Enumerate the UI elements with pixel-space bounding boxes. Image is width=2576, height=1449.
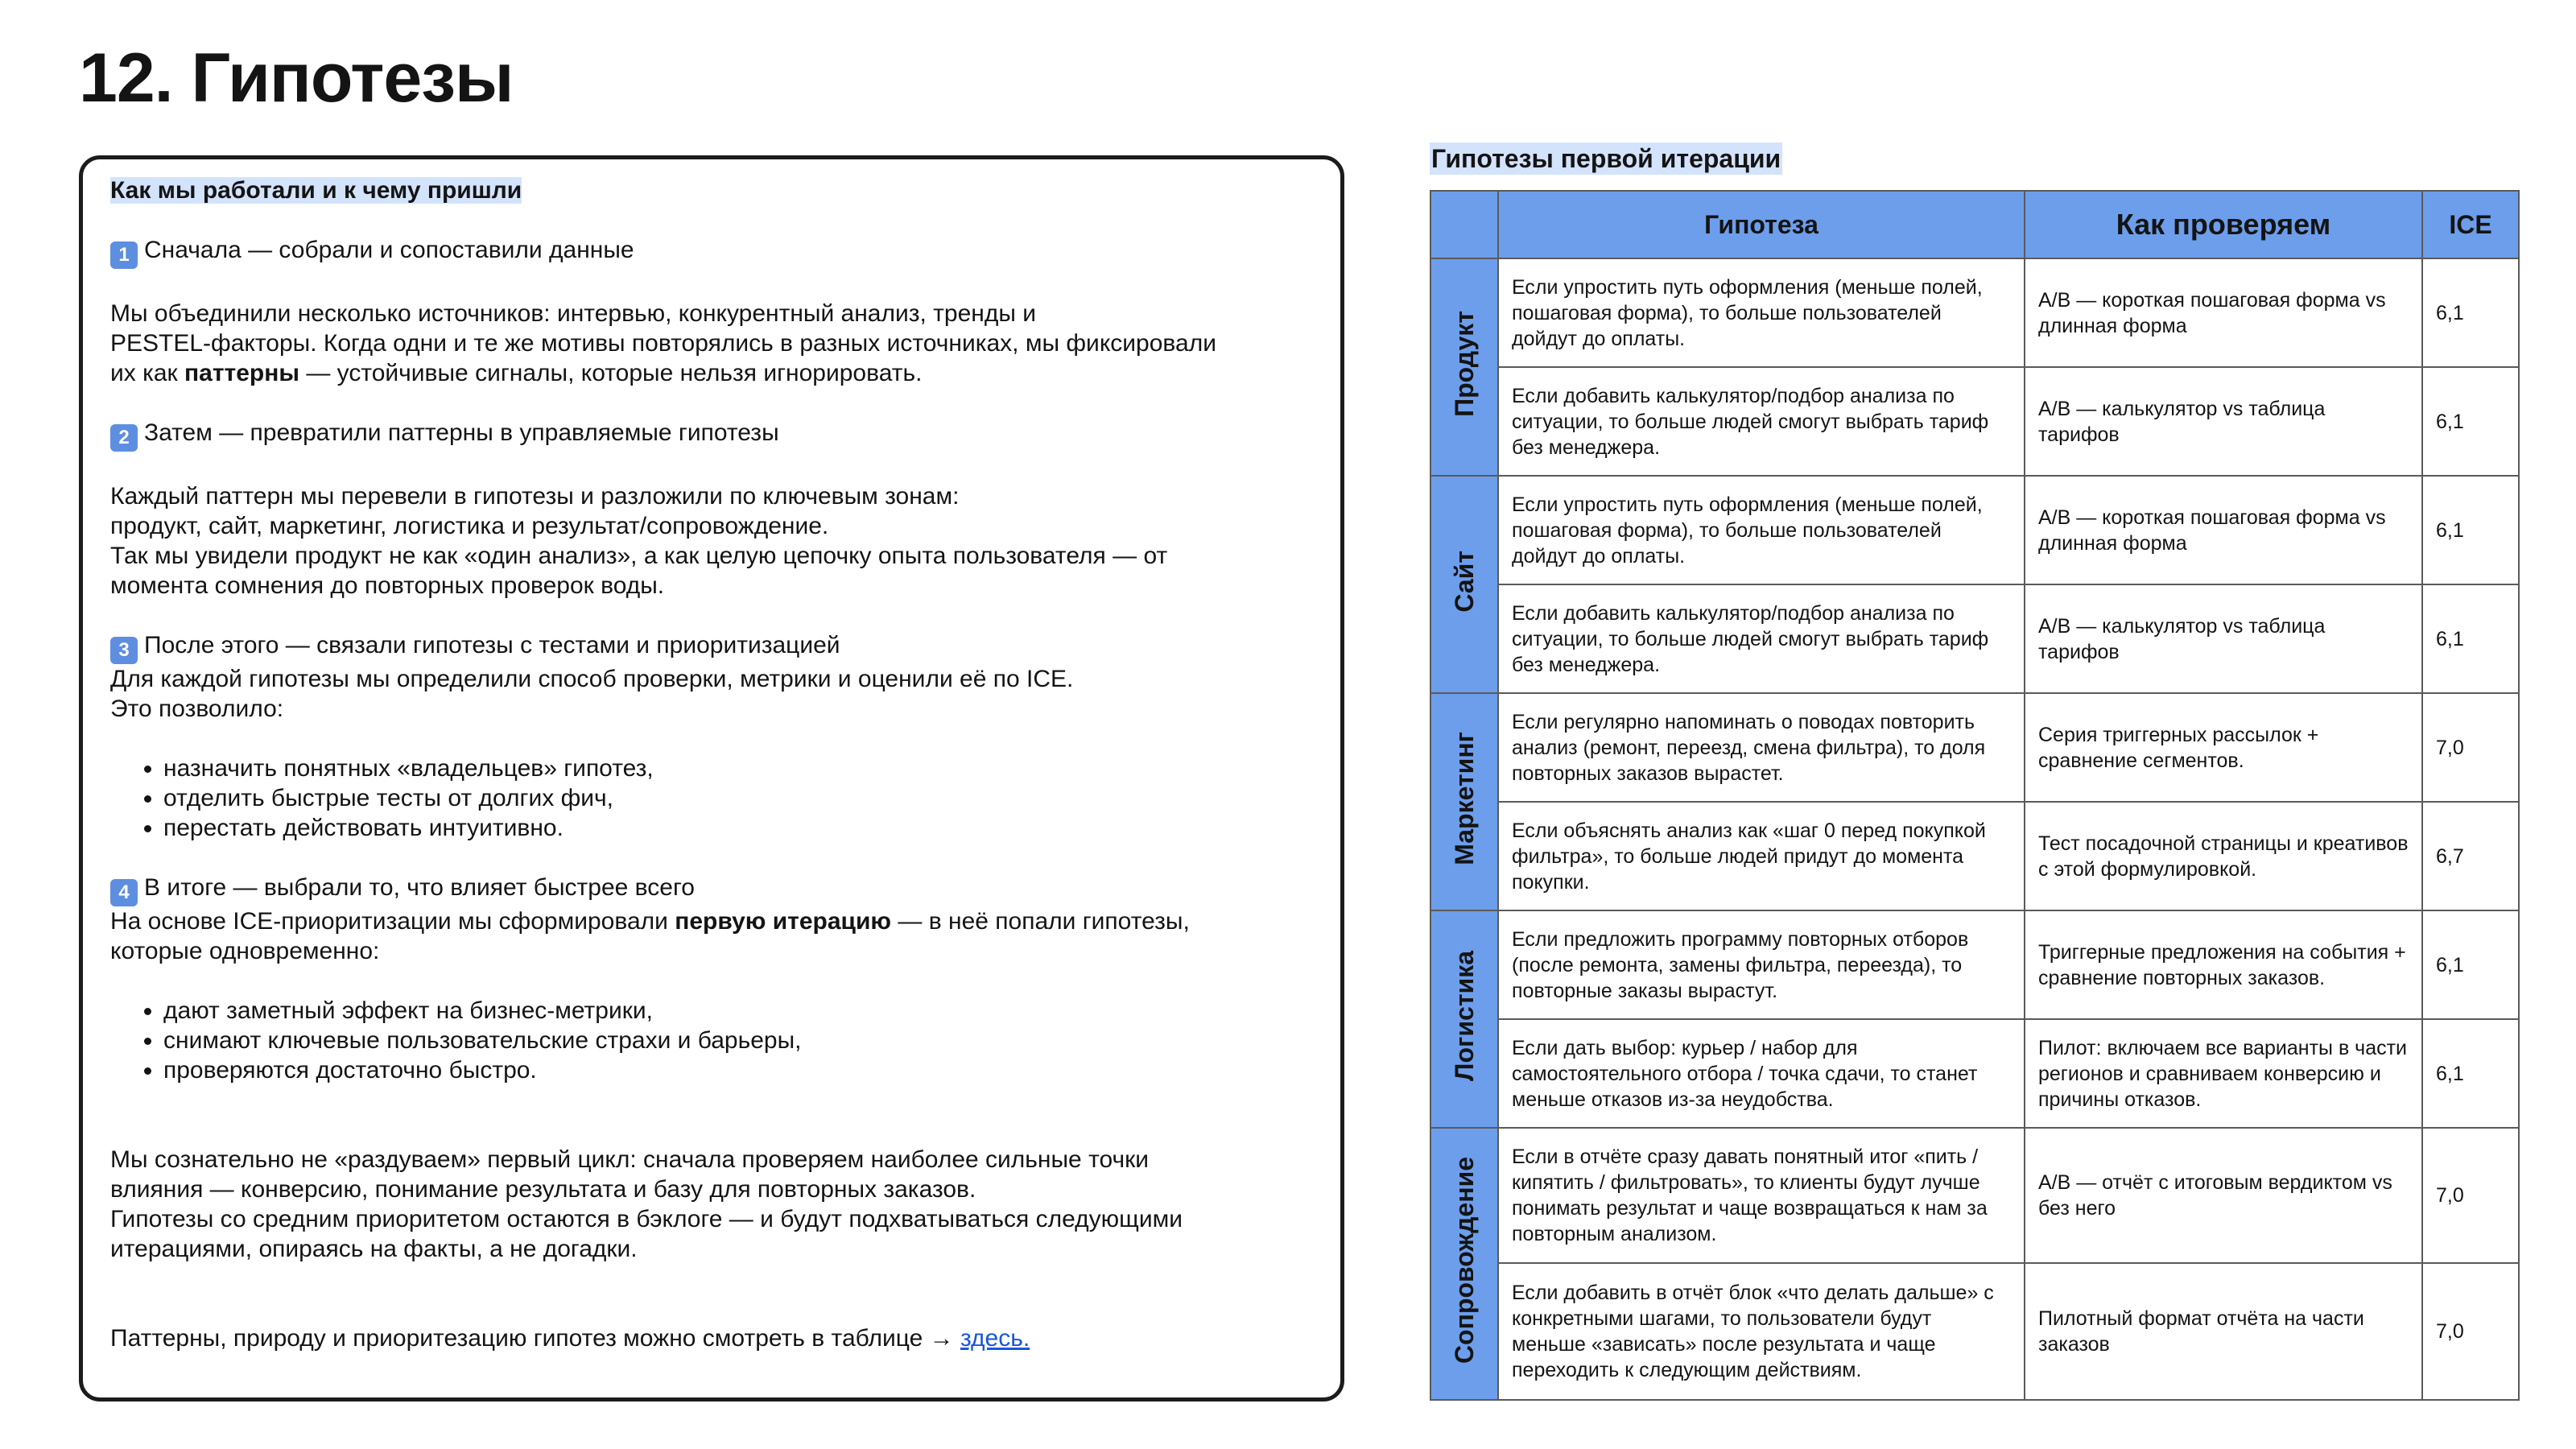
step-3-title: После этого — связали гипотезы с тестами и приоритизацией [144,632,840,658]
footer-text: Паттерны, природу и приоритезацию гипотез можно смотреть в таблице → [110,1325,960,1352]
benefits-list [110,753,1313,843]
hypotheses-table [1430,190,2520,1401]
step-3 [110,630,1313,664]
paragraph-1-bold-term: паттерны [184,360,299,386]
list-item: • снимают ключевые пользовательские страхи и барьеры, [163,1026,1313,1055]
table-row [1430,584,2519,693]
paragraph-5-line: Мы сознательно не «раздуваем» первый цикл: сначала проверяем наиболее сильные точки [110,1146,1150,1173]
ice-cell: 6,1 [2422,584,2519,693]
ice-cell: 6,1 [2422,258,2519,367]
paragraph-3-line: Для каждой гипотезы мы определили способ проверки, метрики и оценили её по ICE. [110,666,1074,692]
hypothesis-cell: Если добавить калькулятор/подбор анализа по ситуации, то больше людей смогут выбрать тариф без менеджера. [1498,584,2025,693]
check-cell: Пилотный формат отчёта на части заказов [2025,1263,2422,1400]
group-cell [1430,476,1498,693]
paragraph-4-line-1-start: На основе ICE-приоритизации мы сформировали [110,908,675,935]
group-cell [1430,258,1498,476]
table-row [1430,367,2519,476]
ice-cell: 6,1 [2422,367,2519,476]
group-label: Сопровождение [1450,1157,1479,1364]
hypothesis-cell: Если объяснять анализ как «шаг 0 перед покупкой фильтра», то больше людей придут до момента покупки. [1498,802,2025,910]
hypothesis-cell: Если упростить путь оформления (меньше полей, пошаговая форма), то больше пользователей дойдут до оплаты. [1498,258,2025,367]
hypothesis-cell: Если дать выбор: курьер / набор для самостоятельного отбора / точка сдачи, то станет меньше отказов из-за неудобства. [1498,1019,2025,1128]
hypothesis-cell: Если в отчёте сразу давать понятный итог «пить / кипятить / фильтровать», то клиенты будут лучше понимать результат и чаще возвращаться к нам за повторным анализом. [1498,1128,2025,1263]
hypothesis-cell: Если упростить путь оформления (меньше полей, пошаговая форма), то больше пользователей дойдут до оплаты. [1498,476,2025,584]
table-row [1430,1263,2519,1400]
list-item: • отделить быстрые тесты от долгих фич, [163,783,1313,813]
table-row [1430,693,2519,802]
criteria-list [110,996,1313,1085]
table-link[interactable]: здесь. [960,1325,1030,1352]
paragraph-2-line: продукт, сайт, маркетинг, логистика и результат/сопровождение. [110,513,829,539]
check-cell: A/B — короткая пошаговая форма vs длинная форма [2025,258,2422,367]
page-title: 12. Гипотезы [79,39,514,117]
paragraph-5-line: Гипотезы со средним приоритетом остаются в бэклоге — и будут подхватываться следующими [110,1206,1183,1232]
ice-cell: 7,0 [2422,1128,2519,1263]
list-item: • назначить понятных «владельцев» гипотез, [163,753,1313,783]
paragraph-4-bold-term: первую итерацию [675,908,892,935]
check-cell: A/B — калькулятор vs таблица тарифов [2025,367,2422,476]
paragraph-2 [110,481,1313,601]
ice-cell: 6,1 [2422,910,2519,1019]
table-title: Гипотезы первой итерации [1431,144,1781,173]
hypothesis-cell: Если добавить калькулятор/подбор анализа по ситуации, то больше людей смогут выбрать тариф без менеджера. [1498,367,2025,476]
list-item: • дают заметный эффект на бизнес-метрики, [163,996,1313,1026]
footer-note [110,1323,1313,1353]
paragraph-1 [110,299,1313,388]
step-1 [110,235,1313,269]
table-row [1430,802,2519,910]
list-item: • проверяются достаточно быстро. [163,1055,1313,1085]
paragraph-3 [110,664,1313,724]
hypothesis-cell: Если регулярно напоминать о поводах повторить анализ (ремонт, переезд, смена фильтра), то доля повторных заказов вырастет. [1498,693,2025,802]
paragraph-1-line-3-end: — устойчивые сигналы, которые нельзя игнорировать. [299,360,923,386]
ice-cell: 7,0 [2422,693,2519,802]
header-hypothesis: Гипотеза [1498,191,2025,258]
ice-cell: 6,7 [2422,802,2519,910]
ice-cell: 6,1 [2422,476,2519,584]
paragraph-4-line-2: которые одновременно: [110,938,380,964]
step-4-title: В итоге — выбрали то, что влияет быстрее всего [144,874,695,901]
keycap-3-icon: 3 [110,637,138,664]
paragraph-4-line-1-end: — в неё попали гипотезы, [891,908,1190,935]
keycap-2-icon: 2 [110,424,138,452]
ice-cell: 6,1 [2422,1019,2519,1128]
keycap-4-icon: 4 [110,879,138,906]
step-1-title: Сначала — собрали и сопоставили данные [144,237,634,263]
ice-cell: 7,0 [2422,1263,2519,1400]
process-summary-card [79,155,1344,1402]
step-2 [110,418,1313,452]
paragraph-1-line-2: PESTEL-факторы. Когда одни и те же мотивы повторялись в разных источниках, мы фиксировали [110,330,1216,357]
group-label: Логистика [1450,951,1479,1081]
check-cell: A/B — отчёт с итоговым вердиктом vs без него [2025,1128,2422,1263]
paragraph-5-line: влияния — конверсию, понимание результата и базу для повторных заказов. [110,1176,976,1203]
table-row [1430,1019,2519,1128]
check-cell: Пилот: включаем все варианты в части регионов и сравниваем конверсию и причины отказов. [2025,1019,2422,1128]
header-check: Как проверяем [2025,191,2422,258]
paragraph-1-line-3-start: их как [110,360,185,386]
table-row [1430,476,2519,584]
paragraph-5-line: итерациями, опираясь на факты, а не догадки. [110,1236,638,1262]
table-row [1430,910,2519,1019]
list-item: • перестать действовать интуитивно. [163,813,1313,843]
table-header-row [1430,191,2519,258]
paragraph-2-line: Так мы увидели продукт не как «один анализ», а как целую цепочку опыта пользователя — от [110,543,1168,569]
check-cell: Триггерные предложения на события + сравнение повторных заказов. [2025,910,2422,1019]
group-cell [1430,1128,1498,1400]
check-cell: A/B — короткая пошаговая форма vs длинная форма [2025,476,2422,584]
table-row [1430,1128,2519,1263]
paragraph-3-line: Это позволило: [110,696,284,722]
group-label: Маркетинг [1450,732,1479,865]
check-cell: Серия триггерных рассылок + сравнение сегментов. [2025,693,2422,802]
paragraph-5 [110,1145,1313,1264]
check-cell: Тест посадочной страницы и креативов с этой формулировкой. [2025,802,2422,910]
header-group [1430,191,1498,258]
group-cell [1430,693,1498,910]
check-cell: A/B — калькулятор vs таблица тарифов [2025,584,2422,693]
paragraph-2-line: момента сомнения до повторных проверок воды. [110,572,665,599]
hypothesis-cell: Если предложить программу повторных отборов (после ремонта, замены фильтра, переезда), то повторные заказы вырастут. [1498,910,2025,1019]
paragraph-1-line-1: Мы объединили несколько источников: интервью, конкурентный анализ, тренды и [110,300,1037,327]
step-2-title: Затем — превратили паттерны в управляемые гипотезы [144,419,779,446]
step-4 [110,873,1313,906]
paragraph-4 [110,906,1313,966]
hypothesis-cell: Если добавить в отчёт блок «что делать дальше» с конкретными шагами, то пользователи будут меньше «зависать» после результата и чаще переходить к следующим действиям. [1498,1263,2025,1400]
group-cell [1430,910,1498,1128]
keycap-1-icon: 1 [110,242,138,269]
card-heading: Как мы работали и к чему пришли [110,177,522,204]
group-label: Продукт [1450,311,1479,417]
paragraph-2-line: Каждый паттерн мы перевели в гипотезы и разложили по ключевым зонам: [110,483,960,510]
table-row [1430,258,2519,367]
header-ice: ICE [2422,191,2519,258]
group-label: Сайт [1450,550,1479,613]
